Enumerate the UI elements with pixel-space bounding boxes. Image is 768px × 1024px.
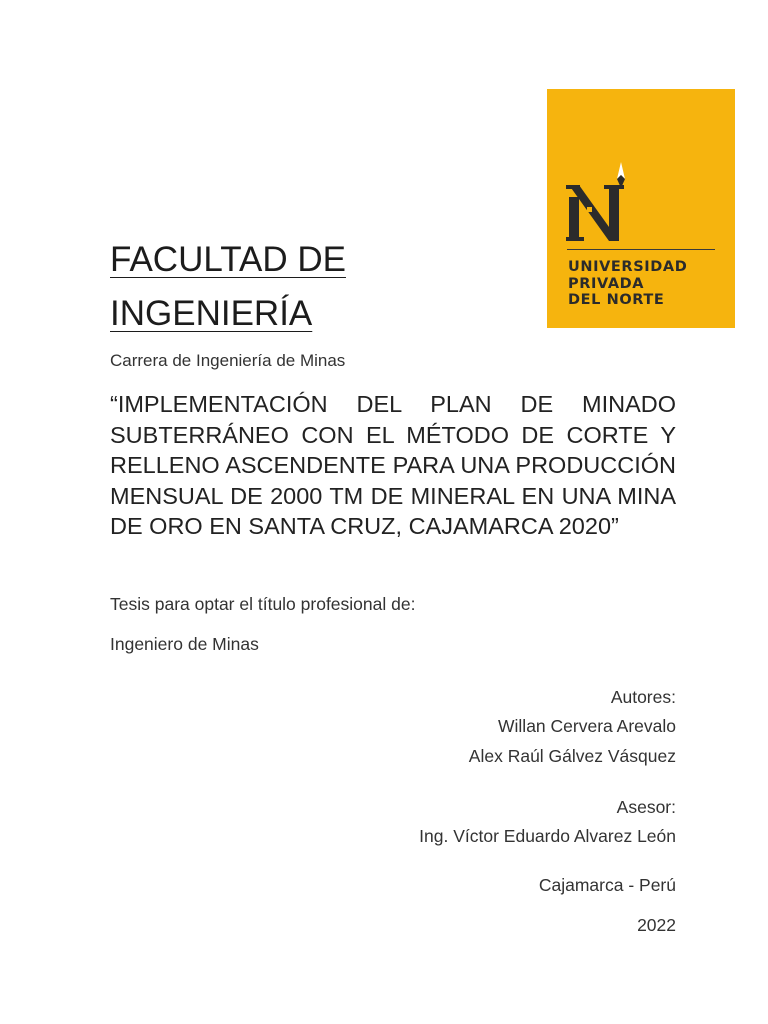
- faculty-line-2: INGENIERÍA: [110, 294, 313, 333]
- professional-degree: Ingeniero de Minas: [110, 634, 259, 654]
- author-name: Alex Raúl Gálvez Vásquez: [468, 746, 676, 766]
- logo-line-1: UNIVERSIDAD: [568, 259, 688, 275]
- advisor-label: Asesor:: [616, 797, 676, 817]
- career-name: Carrera de Ingeniería de Minas: [110, 351, 346, 370]
- logo-line-3: DEL NORTE: [568, 292, 665, 308]
- university-logo: [547, 89, 735, 328]
- faculty-heading: [110, 233, 346, 341]
- thesis-title: “IMPLEMENTACIÓN DEL PLAN DE MINADO SUBTERRÁNEO CON EL MÉTODO DE CORTE Y RELLENO ASCENDENTE PARA UNA PRODUCCIÓN MENSUAL DE 2000 TM DE MINERAL EN UNA MINA DE ORO EN SANTA CRUZ, CAJAMARCA 2020”: [110, 391, 676, 540]
- authors-label: Autores:: [610, 687, 676, 707]
- faculty-line-1: FACULTAD DE: [110, 240, 346, 279]
- location: Cajamarca - Perú: [538, 875, 676, 895]
- author-name: Willan Cervera Arevalo: [498, 716, 676, 736]
- logo-wordmark: [568, 259, 687, 309]
- logo-divider: [567, 249, 715, 250]
- advisor-name: Ing. Víctor Eduardo Alvarez León: [419, 826, 676, 846]
- thesis-purpose: Tesis para optar el título profesional de:: [110, 594, 416, 614]
- year: 2022: [637, 915, 676, 935]
- logo-line-2: PRIVADA: [568, 275, 645, 292]
